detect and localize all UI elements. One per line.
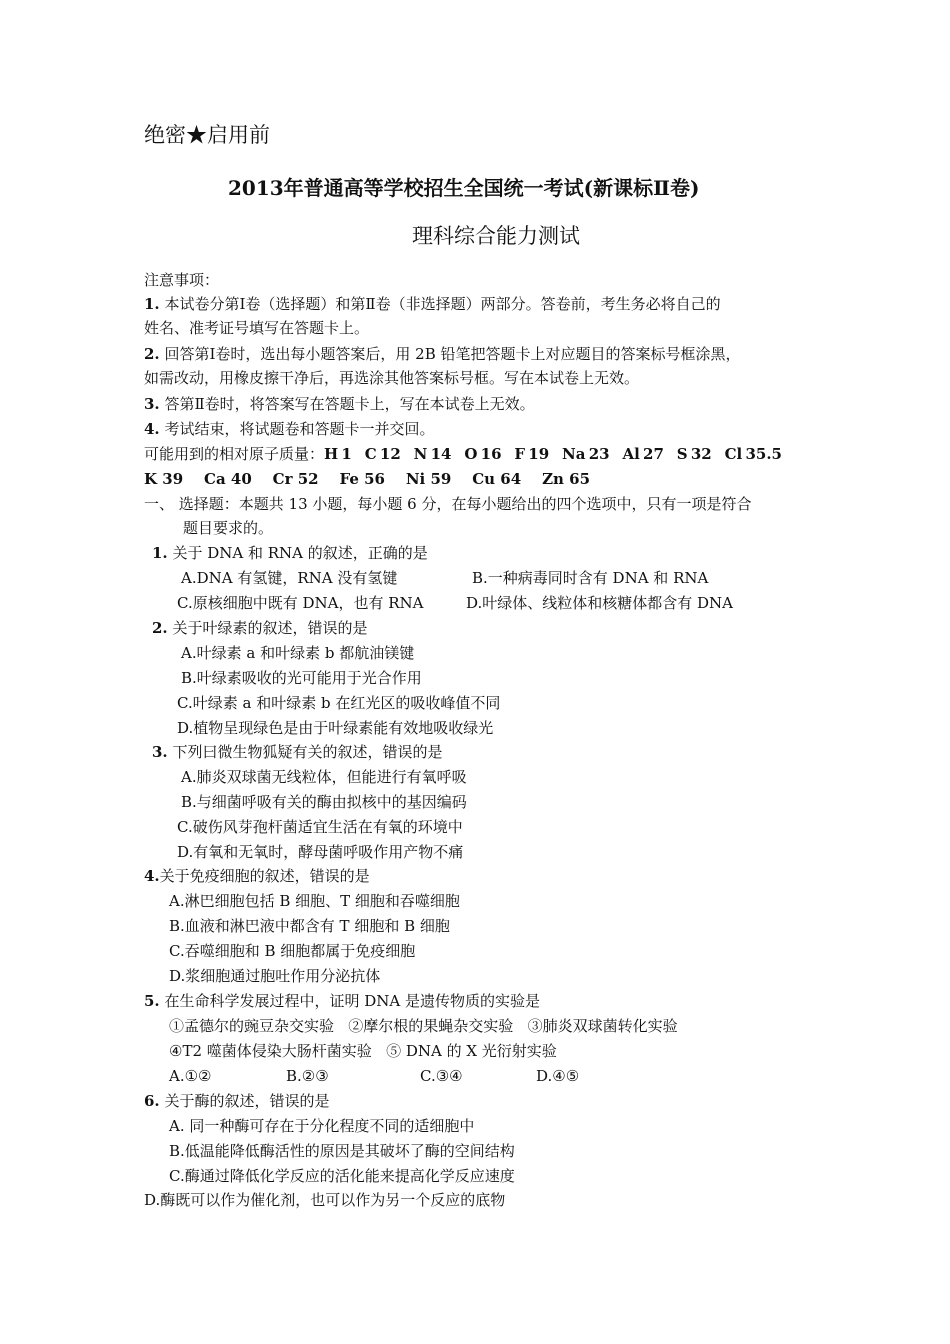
- option-b: B.血液和淋巴液中都含有 T 细胞和 B 细胞: [169, 917, 450, 935]
- option-d: D.叶绿体、线粒体和核糖体都含有 DNA: [466, 594, 734, 612]
- option-d: D.有氧和无氧时，酵母菌呼吸作用产物不痛: [177, 843, 464, 861]
- notice-num: 3.: [144, 395, 160, 413]
- question-num: 6.: [144, 1092, 160, 1110]
- option-a: A. 同一种酶可存在于分化程度不同的适细胞中: [169, 1117, 475, 1135]
- option-d: D.浆细胞通过胞吐作用分泌抗体: [169, 967, 381, 985]
- option-a: A.叶绿素 a 和叶绿素 b 都航油镁键: [181, 644, 415, 662]
- option-c: C.③④: [420, 1067, 463, 1085]
- option-c: C.叶绿素 a 和叶绿素 b 在红光区的吸收峰值不同: [177, 694, 501, 712]
- question-num: 4.: [144, 867, 160, 885]
- notice-num: 2.: [144, 345, 160, 363]
- notice-item-1: [144, 294, 721, 314]
- section-heading-cont: 题目要求的。: [183, 519, 274, 537]
- option-d: D.④⑤: [536, 1067, 580, 1085]
- option-d: D.植物呈现绿色是由于叶绿素能有效地吸收绿光: [177, 719, 494, 737]
- notice-text: 回答第Ⅰ卷时，选出每小题答案后，用 2B 铅笔把答题卡上对应题目的答案标号框涂黑，: [164, 345, 741, 363]
- option-c: C.酶通过降低化学反应的活化能来提高化学反应速度: [169, 1167, 515, 1185]
- confidential-mark: 绝密★启用前: [144, 123, 270, 147]
- option-b: B.与细菌呼吸有关的酶由拟核中的基因编码: [181, 793, 467, 811]
- question-4: [144, 866, 370, 886]
- notice-num: 4.: [144, 420, 160, 438]
- option-b: B.叶绿素吸收的光可能用于光合作用: [181, 669, 422, 687]
- option-a: A.DNA 有氢键，RNA 没有氢键: [181, 569, 398, 587]
- atomic-mass-values: K 39 Ca 40 Cr 52 Fe 56 Ni 59 Cu 64 Zn 65: [144, 470, 591, 488]
- notice-heading: 注意事项：: [144, 271, 220, 289]
- atomic-mass-label: 可能用到的相对原子质量：: [144, 445, 325, 463]
- option-b: B.②③: [286, 1067, 329, 1085]
- question-num: 2.: [152, 619, 168, 637]
- notice-text: 考试结束，将试题卷和答题卡一并交回。: [164, 420, 435, 438]
- question-stem: 关于叶绿素的叙述，错误的是: [172, 619, 368, 637]
- question-3: [152, 742, 442, 762]
- question-stem: 关于酶的叙述，错误的是: [164, 1092, 330, 1110]
- atomic-mass-line: [144, 444, 782, 464]
- question-stem: 下列曰微生物狐疑有关的叙述，错误的是: [172, 743, 443, 761]
- question-num: 3.: [152, 743, 168, 761]
- atomic-mass-values: H 1 C 12 N 14 O 16 F 19 Na 23 Al 27 S 32 Cl 35.5: [324, 445, 782, 463]
- question-2: [152, 618, 367, 638]
- notice-item-3: [144, 394, 535, 414]
- question-1: [152, 543, 428, 563]
- question-num: 1.: [152, 544, 168, 562]
- notice-text: 姓名、准考证号填写在答题卡上。: [144, 319, 370, 337]
- option-b: B.一种病毒同时含有 DNA 和 RNA: [472, 569, 709, 587]
- notice-num: 1.: [144, 295, 160, 313]
- question-stem: 关于免疫细胞的叙述，错误的是: [159, 867, 370, 885]
- experiment-list: ④T2 噬菌体侵染大肠杆菌实验 ⑤ DNA 的 X 光衍射实验: [169, 1042, 557, 1060]
- option-b: B.低温能降低酶活性的原因是其破坏了酶的空间结构: [169, 1142, 515, 1160]
- notice-text: 如需改动，用橡皮擦干净后，再选涂其他答案标号框。写在本试卷上无效。: [144, 369, 640, 387]
- notice-item-2: [144, 344, 741, 364]
- option-c: C.原核细胞中既有 DNA，也有 RNA: [177, 594, 424, 612]
- option-c: C.破伤风芽孢杆菌适宜生活在有氧的环境中: [177, 818, 463, 836]
- question-6: [144, 1091, 329, 1111]
- question-5: [144, 991, 540, 1011]
- notice-text: 本试卷分第Ⅰ卷（选择题）和第Ⅱ卷（非选择题）两部分。答卷前，考生务必将自己的: [164, 295, 721, 313]
- option-a: A.肺炎双球菌无线粒体，但能进行有氧呼吸: [181, 768, 467, 786]
- option-c: C.吞噬细胞和 B 细胞都属于免疫细胞: [169, 942, 416, 960]
- exam-title: 2013年普通高等学校招生全国统一考试(新课标Ⅱ卷): [228, 176, 700, 200]
- notice-item-4: [144, 419, 434, 439]
- question-stem: 在生命科学发展过程中，证明 DNA 是遗传物质的实验是: [164, 992, 540, 1010]
- question-stem: 关于 DNA 和 RNA 的叙述，正确的是: [172, 544, 428, 562]
- question-num: 5.: [144, 992, 160, 1010]
- experiment-list: ①孟德尔的豌豆杂交实验 ②摩尔根的果蝇杂交实验 ③肺炎双球菌转化实验: [169, 1017, 678, 1035]
- option-d: D.酶既可以作为催化剂，也可以作为另一个反应的底物: [144, 1191, 506, 1209]
- notice-text: 答第Ⅱ卷时，将答案写在答题卡上，写在本试卷上无效。: [164, 395, 535, 413]
- exam-subtitle: 理科综合能力测试: [412, 224, 580, 248]
- section-heading: 一、 选择题：本题共 13 小题，每小题 6 分，在每小题给出的四个选项中，只有一项是符合: [144, 495, 752, 513]
- option-a: A.①②: [169, 1067, 212, 1085]
- option-a: A.淋巴细胞包括 B 细胞、T 细胞和吞噬细胞: [169, 892, 460, 910]
